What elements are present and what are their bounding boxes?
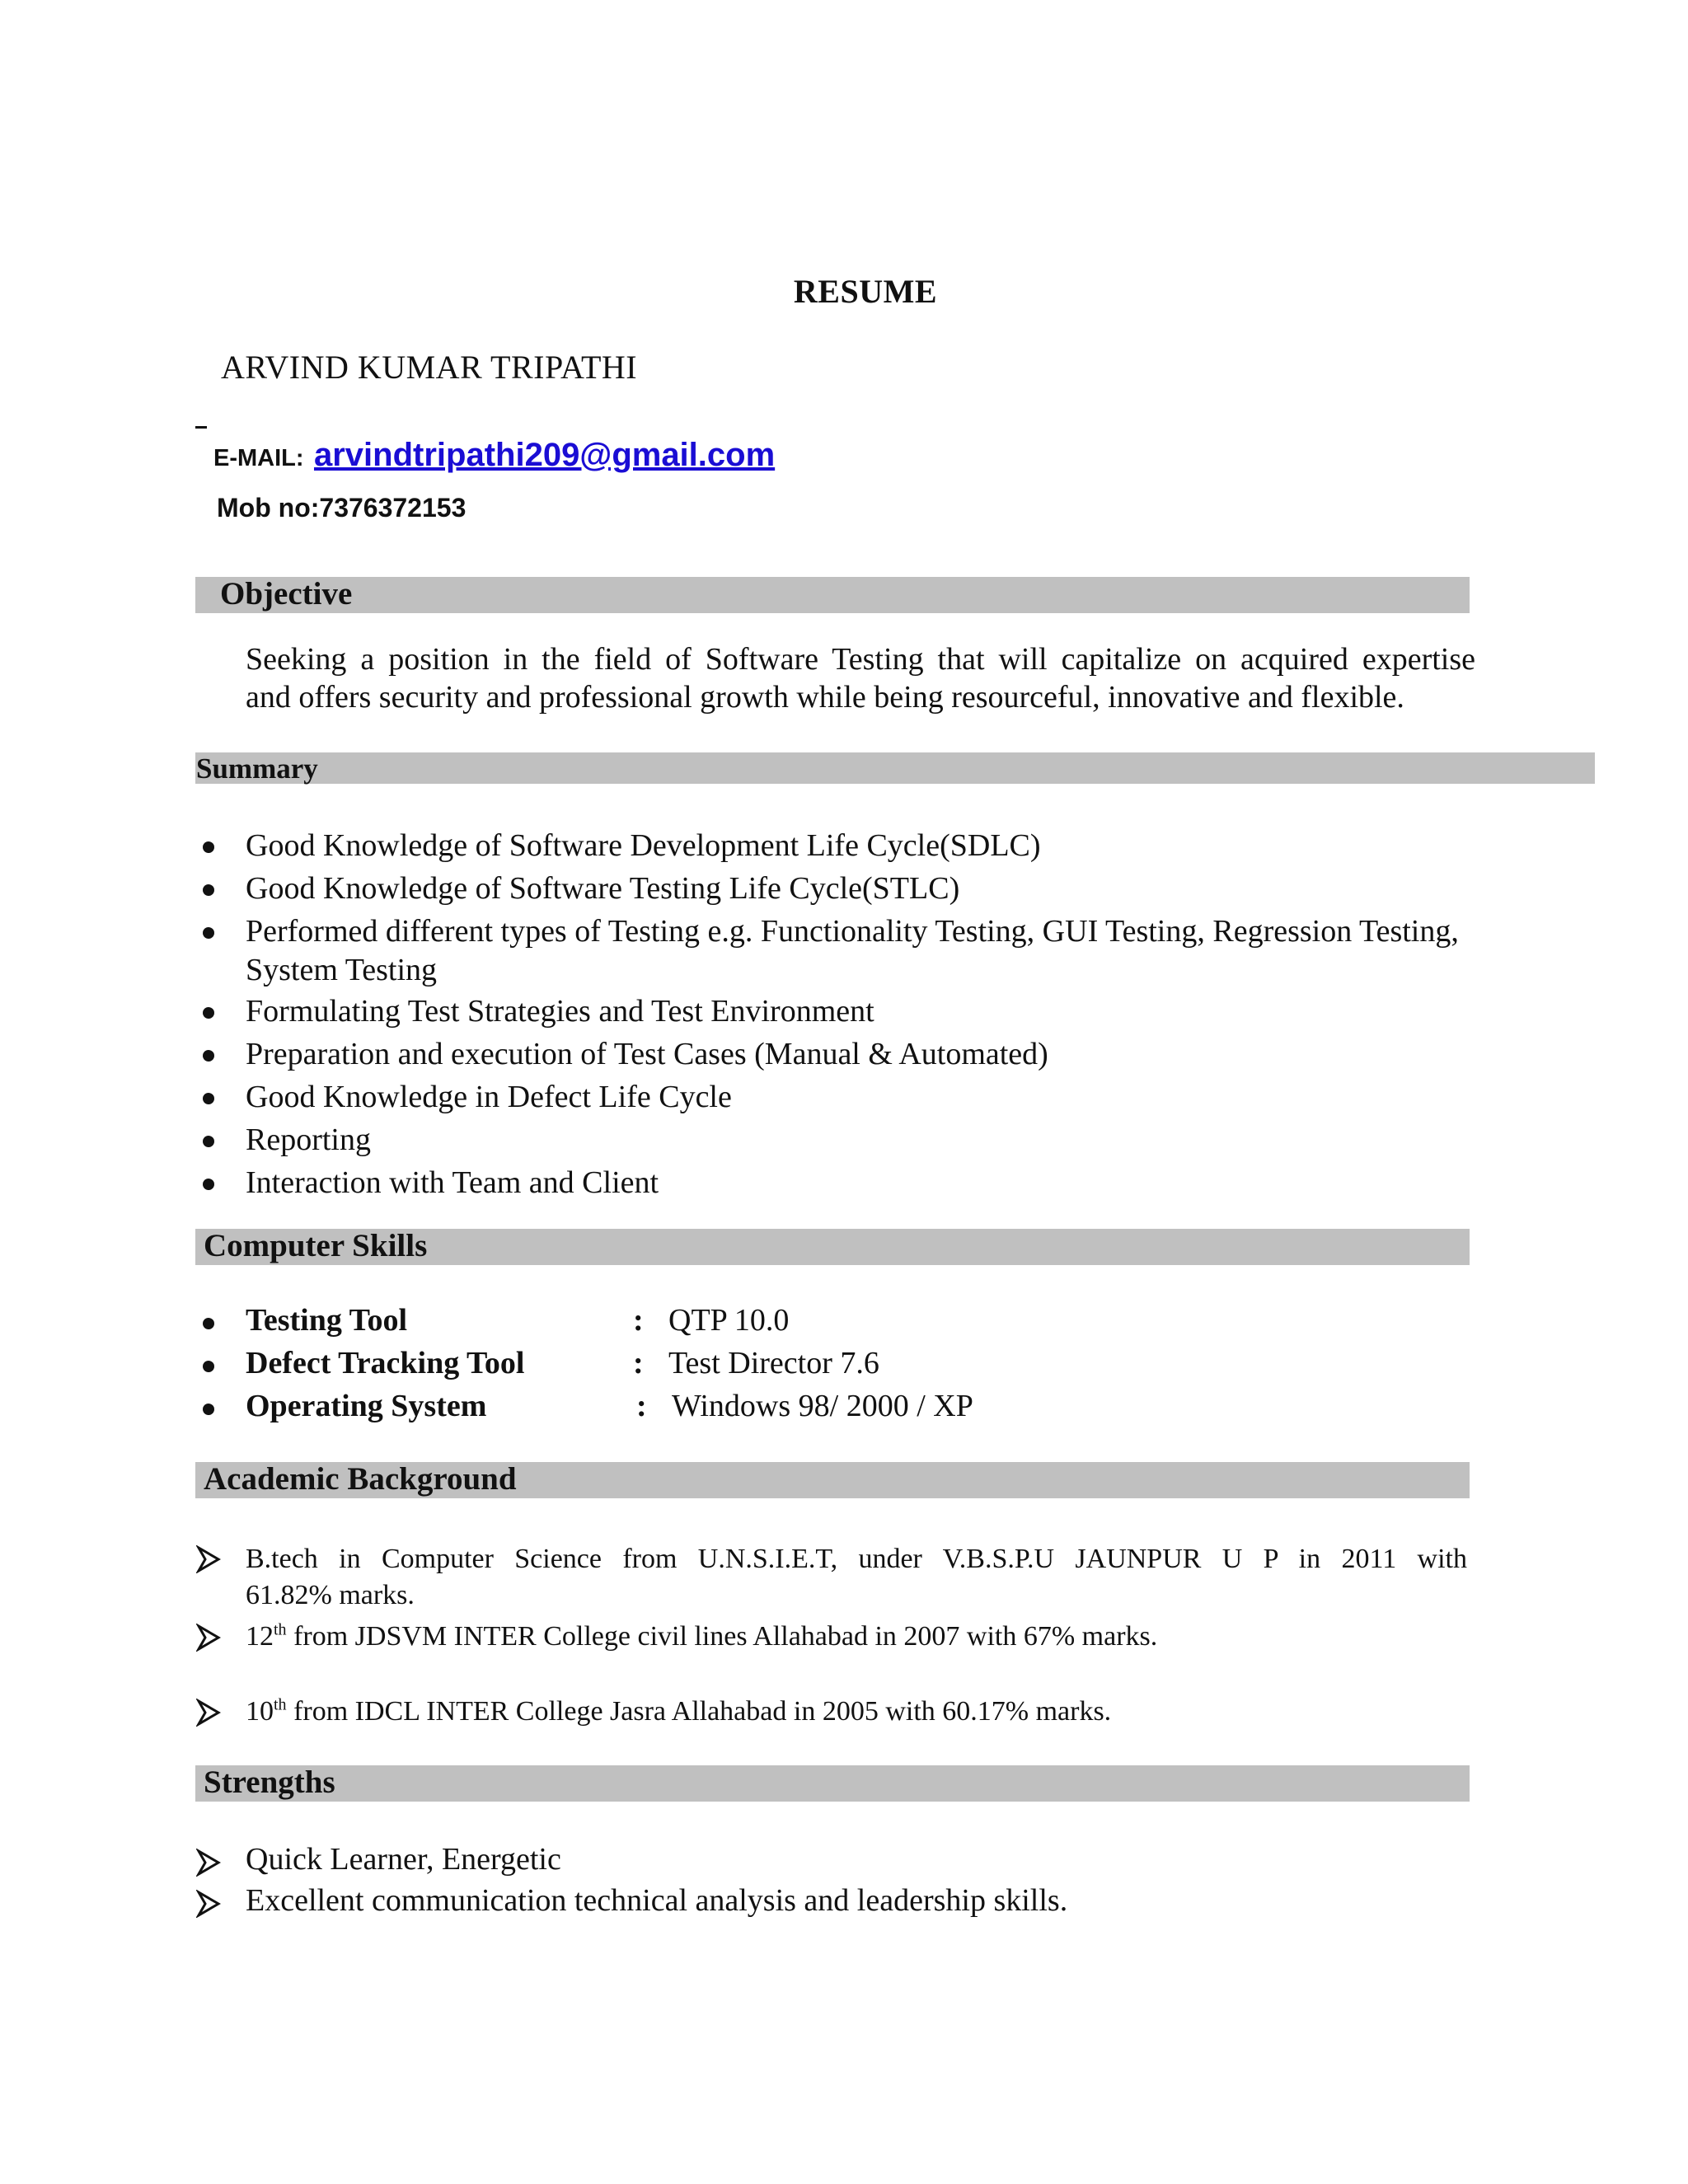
academic-12th-superscript: th [274,1620,287,1639]
objective-heading: Objective [220,576,353,612]
summary-item-1: Good Knowledge of Software Development Life Cycle(SDLC) [246,828,1041,863]
academic-heading-bar [195,1462,1470,1498]
academic-btech-line-2: 61.82% marks. [246,1580,415,1610]
skill-separator: : [636,1389,647,1423]
candidate-name: ARVIND KUMAR TRIPATHI [221,349,638,386]
dash-mark [195,426,207,429]
bullet-icon [203,1179,214,1190]
strength-item-1: Quick Learner, Energetic [246,1842,561,1877]
bullet-icon [203,1404,214,1415]
arrow-bullet-icon [196,1849,221,1877]
email-label: E-MAIL: [213,445,304,471]
page-title: RESUME [793,273,938,310]
strengths-heading-bar [195,1765,1470,1802]
academic-item-10th [246,1694,1467,1730]
bullet-icon [203,1136,214,1147]
computer-skills-heading-bar [195,1229,1470,1265]
objective-line-2: and offers security and professional growth while being resourceful, innovative and flexible. [246,680,1404,715]
arrow-bullet-icon [196,1699,221,1727]
skill-separator: : [633,1346,644,1380]
skill-label-testing-tool: Testing Tool [246,1303,408,1338]
arrow-bullet-icon [196,1624,221,1652]
summary-heading: Summary [196,752,318,785]
academic-10th-number: 10 [246,1696,274,1727]
bullet-icon [203,1361,214,1372]
summary-item-5: Preparation and execution of Test Cases (Manual & Automated) [246,1037,1048,1071]
mobile-number: Mob no:7376372153 [217,493,467,523]
summary-item-7: Reporting [246,1122,371,1157]
skill-value-operating-system: Windows 98/ 2000 / XP [672,1389,973,1423]
academic-10th-text: from IDCL INTER College Jasra Allahabad in 2005 with 60.17% marks. [286,1696,1112,1727]
arrow-bullet-icon [196,1890,221,1918]
arrow-bullet-icon [196,1545,221,1573]
email-link[interactable]: arvindtripathi209@gmail.com [313,437,776,473]
objective-text [246,640,1475,716]
objective-line-1: Seeking a position in the field of Software Testing that will capitalize on acquired expertise [246,642,1475,677]
summary-heading-bar [195,752,1595,784]
bullet-icon [203,1050,214,1062]
bullet-icon [203,927,214,939]
bullet-icon [203,1318,214,1329]
summary-item-2: Good Knowledge of Software Testing Life Cycle(STLC) [246,871,960,906]
skill-value-testing-tool: QTP 10.0 [668,1303,790,1338]
computer-skills-heading: Computer Skills [204,1228,428,1263]
academic-10th-superscript: th [274,1695,287,1714]
skill-separator: : [633,1303,644,1338]
summary-item-6: Good Knowledge in Defect Life Cycle [246,1080,732,1114]
academic-item-12th [246,1619,1467,1655]
academic-heading: Academic Background [204,1461,517,1497]
skill-value-defect-tracking-tool: Test Director 7.6 [668,1346,879,1380]
objective-heading-bar [195,577,1470,613]
summary-item-3: Performed different types of Testing e.g. Functionality Testing, GUI Testing, Regression Testing, [246,914,1459,949]
summary-item-8: Interaction with Team and Client [246,1165,659,1200]
bullet-icon [203,1007,214,1019]
academic-btech-line-1: B.tech in Computer Science from U.N.S.I.E.T, under V.B.S.P.U JAUNPUR U P in 2011 with [246,1544,1467,1574]
bullet-icon [203,884,214,896]
strengths-heading: Strengths [204,1765,335,1800]
academic-12th-number: 12 [246,1621,274,1652]
strength-item-2: Excellent communication technical analysis and leadership skills. [246,1883,1068,1918]
email-row [213,437,775,474]
skill-label-operating-system: Operating System [246,1389,487,1423]
academic-12th-text: from JDSVM INTER College civil lines Allahabad in 2007 with 67% marks. [286,1621,1158,1652]
summary-item-4: Formulating Test Strategies and Test Environment [246,994,874,1029]
bullet-icon [203,1093,214,1104]
summary-item-3-continued: System Testing [246,953,438,987]
academic-item-btech [246,1541,1467,1614]
skill-label-defect-tracking-tool: Defect Tracking Tool [246,1346,525,1380]
bullet-icon [203,841,214,853]
